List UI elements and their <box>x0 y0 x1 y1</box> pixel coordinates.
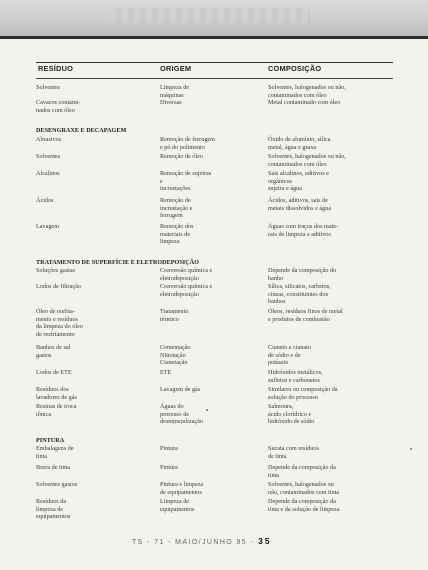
composition-cell: Sais alcalinos, aditivos e orgânicos sujeira e água <box>268 170 329 193</box>
origin-cell: Diversas <box>160 99 182 106</box>
page-number: 35 <box>258 536 272 546</box>
origin-cell: Remoção dos materiais de limpeza <box>160 223 194 246</box>
origin-cell: Remoção de sujeiras e incrustações <box>160 170 212 193</box>
residue-cell: Alcalinos <box>36 170 60 177</box>
composition-cell: Similares ou composição da solução do processo <box>268 386 338 401</box>
origin-cell: Limpeza de máquinas <box>160 84 190 99</box>
residue-cell: Abrasivos <box>36 136 62 143</box>
origin-cell: ETE <box>160 369 172 376</box>
scan-speck <box>410 448 412 450</box>
origin-cell: Remoção de óleo <box>160 153 203 160</box>
composition-cell: Depende da composição da tinta e da solução de limpeza <box>268 498 340 513</box>
scan-speck <box>206 409 208 411</box>
header-composicao: COMPOSIÇÃO <box>268 64 322 73</box>
origin-cell: Remoção de incrustação e ferrugem <box>160 197 193 220</box>
residue-cell: Resíduos da limpeza de equipamentos <box>36 498 71 521</box>
top-rule <box>0 36 428 39</box>
composition-cell: Sucata com resíduos de tinta <box>268 445 319 460</box>
origin-cell: Pintura <box>160 464 178 471</box>
composition-cell: Óleos, resíduos finos de metal e produtos de combustão <box>268 308 343 323</box>
origin-cell: Pintura e limpeza de equipamentos <box>160 481 204 496</box>
composition-cell: Hidróxidos metálicos, sulfetos e carbonatos <box>268 369 323 384</box>
composition-cell: Solventes, halogenados ou não, contaminados com óleo <box>268 153 346 168</box>
composition-cell: Depende da composição da tinta <box>268 464 336 479</box>
residue-cell: Solventes gastos <box>36 481 78 488</box>
origin-cell: Tratamento térmico <box>160 308 189 323</box>
table-top-rule <box>36 62 393 75</box>
residue-cell: Embalagens de tinta <box>36 445 74 460</box>
composition-cell: Cianeto e cianato de sódio e de potássio <box>268 344 311 367</box>
origin-cell: Limpeza de equipamentos <box>160 498 195 513</box>
section-heading: TRATAMENTO DE SUPERFÍCIE E ELETRODEPOSIÇÃO <box>36 259 199 266</box>
residue-cell: Lavagem <box>36 223 60 230</box>
residue-cell: Lodos de ETE <box>36 369 72 376</box>
residue-cell: Cavacos contami- nados com óleo <box>36 99 81 114</box>
origin-cell: Lavagem de gás <box>160 386 201 393</box>
header-residuo: RESÍDUO <box>38 64 74 73</box>
composition-cell: Solventes, halogenados ou não, contaminados com óleo <box>268 84 346 99</box>
faded-header-text <box>110 8 310 22</box>
residue-cell: Soluções gastas <box>36 267 76 274</box>
residue-cell: Solventes <box>36 84 61 91</box>
composition-cell: Metal contaminado com óleo <box>268 99 341 106</box>
residue-cell: Resinas de troca iônica <box>36 403 77 418</box>
composition-cell: Sílica, silicatos, carbetos, cinzas, constituintes dos banhos <box>268 283 331 306</box>
residue-cell: Solventes <box>36 153 61 160</box>
composition-cell: Solventes, halogenados ou não, contaminados com tinta <box>268 481 340 496</box>
section-heading: PINTURA <box>36 437 65 444</box>
origin-cell: Conversão química e eletrodeposição <box>160 267 213 282</box>
residue-cell: Borra de tinta <box>36 464 71 471</box>
origin-cell: Conversão química e eletrodeposição <box>160 283 213 298</box>
composition-cell: Ácidos, aditivos, sais de metais dissolvidos e água <box>268 197 332 212</box>
composition-cell: Depende da composição do banho <box>268 267 337 282</box>
origin-cell: Cementação Nitretação Cianetação <box>160 344 191 367</box>
residue-cell: Lodos de filtração <box>36 283 82 290</box>
origin-cell: Águas do processo de desmineralização <box>160 403 203 426</box>
origin-cell: Pintura <box>160 445 178 452</box>
residue-cell: Óleo de resfria- mento e resíduos da limpeza do óleo de resfriamento <box>36 308 83 338</box>
composition-cell: Óxido de alumínio, sílica metal, água e graxa <box>268 136 331 151</box>
page-footer <box>132 536 272 546</box>
composition-cell: Águas com traços dos mate- rais de limpeza e aditivos <box>268 223 339 238</box>
composition-cell: Salmoura, ácido clorídrico e hidróxido de sódio <box>268 403 315 426</box>
top-band <box>0 0 428 36</box>
residue-cell: Banhos de sal gastos <box>36 344 71 359</box>
header-rule <box>36 78 393 79</box>
residue-cell: Resíduos dos lavadores de gás <box>36 386 77 401</box>
section-heading: DESENGRAXE E DECAPAGEM <box>36 127 127 134</box>
origin-cell: Remoção de ferrugem e pó do polimento <box>160 136 215 151</box>
residue-cell: Ácidos <box>36 197 54 204</box>
footer-text: TS - 71 - MAIO/JUNHO 95 - <box>132 539 255 546</box>
header-origem: ORIGEM <box>160 64 192 73</box>
